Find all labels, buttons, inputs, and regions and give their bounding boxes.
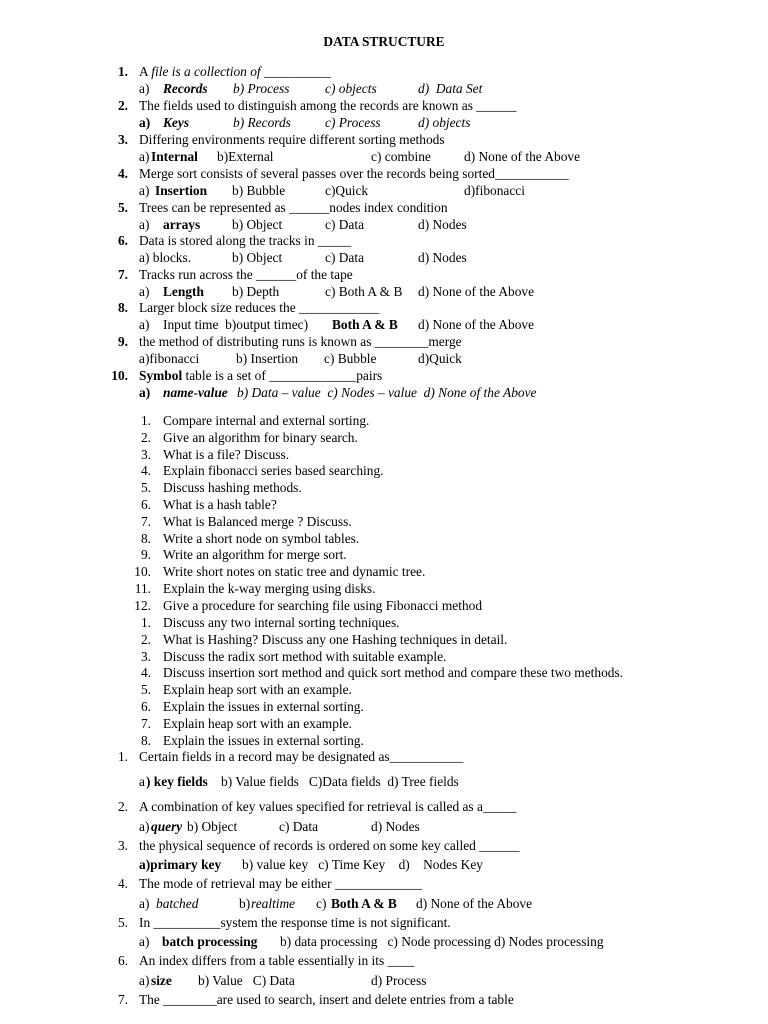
item-number: 3. bbox=[117, 838, 128, 853]
list-item: Write an algorithm for merge sort. bbox=[163, 547, 347, 563]
answer-option: b) data processing c) Node processing d) Nodes processing bbox=[280, 934, 604, 949]
question-text bbox=[139, 334, 462, 350]
question-segment: Data is stored along the tracks in _____ bbox=[139, 233, 352, 248]
item-number: 2. bbox=[117, 98, 128, 113]
question-segment: Merge sort consists of several passes over the records being sorted___________ bbox=[139, 166, 569, 181]
list-item: What is a hash table? bbox=[163, 497, 277, 512]
question-text bbox=[139, 799, 516, 815]
question-segment: A combination of key values specified for retrieval is called as a_____ bbox=[139, 799, 517, 814]
item-number: 5. bbox=[140, 682, 151, 698]
answer-option: Records bbox=[163, 81, 208, 96]
answer-option: a) bbox=[139, 934, 150, 949]
answer-option: c) Data bbox=[325, 217, 365, 232]
answer-option: Internal bbox=[151, 149, 198, 164]
answer-option: c) bbox=[316, 896, 327, 911]
item-number: 1. bbox=[140, 413, 151, 428]
list-item: What is Balanced merge ? Discuss. bbox=[163, 513, 352, 529]
answer-option: b) Object bbox=[232, 217, 283, 232]
answer-option: a) bbox=[139, 115, 151, 130]
answer-option: d) None of the Above bbox=[464, 149, 581, 164]
answer-option: Keys bbox=[163, 115, 190, 130]
answer-option: query bbox=[151, 819, 183, 834]
question-segment: An index differs from a table essentially in its ____ bbox=[139, 953, 415, 968]
list-item: Explain fibonacci series based searching. bbox=[163, 463, 384, 479]
answer-option: b) Object bbox=[232, 250, 283, 265]
item-number: 4. bbox=[117, 876, 128, 891]
answer-option: b)External bbox=[217, 149, 274, 164]
question-segment: file is a collection of __________ bbox=[151, 64, 331, 79]
answer-option: d) Nodes bbox=[418, 250, 467, 265]
answer-option: a) bbox=[139, 896, 153, 911]
answer-option: b) Object bbox=[187, 819, 238, 834]
question-segment: table is a set of _____________pairs bbox=[182, 368, 383, 383]
answer-option: a) bbox=[139, 317, 150, 332]
item-number: 7. bbox=[140, 715, 151, 731]
item-number: 2. bbox=[117, 799, 128, 814]
answer-option: Input time b)output timec) bbox=[163, 317, 309, 332]
item-number: 7. bbox=[140, 513, 151, 529]
answer-option: d)Quick bbox=[418, 351, 462, 366]
answer-option: c) Bubble bbox=[324, 351, 377, 366]
answer-option: realtime bbox=[251, 896, 296, 911]
question-segment: The ________are used to search, insert and delete entries from a table bbox=[139, 992, 514, 1007]
list-item: Give an algorithm for binary search. bbox=[163, 429, 358, 445]
item-number: 4. bbox=[117, 166, 128, 181]
list-item: Discuss insertion sort method and quick sort method and compare these two methods. bbox=[163, 665, 624, 681]
question-segment: In __________system the response time is not significant. bbox=[139, 915, 451, 930]
answer-option: c) Data bbox=[325, 250, 365, 265]
answer-option: b) Bubble bbox=[232, 183, 286, 198]
item-number: 11. bbox=[134, 581, 151, 596]
item-number: 9. bbox=[140, 547, 151, 563]
item-number: 7. bbox=[117, 267, 128, 282]
answer-option: c) combine bbox=[371, 149, 431, 164]
question-text bbox=[139, 953, 414, 969]
answer-option: c) Data bbox=[279, 819, 319, 834]
answer-option: c) objects bbox=[325, 81, 377, 96]
answer-option: d) Nodes bbox=[418, 217, 467, 232]
item-number: 4. bbox=[140, 463, 151, 479]
answer-option: a) blocks. bbox=[139, 250, 192, 265]
answer-option: d) Data Set bbox=[418, 81, 483, 96]
item-number: 1. bbox=[140, 615, 151, 630]
question-text bbox=[139, 98, 516, 114]
answer-option: size bbox=[151, 973, 172, 988]
list-item: Discuss any two internal sorting techniques. bbox=[163, 615, 400, 630]
item-number: 5. bbox=[140, 480, 151, 496]
answer-option: a bbox=[139, 774, 145, 789]
answer-option: b) Insertion bbox=[236, 351, 299, 366]
answer-option: a)fibonacci bbox=[139, 351, 200, 366]
question-segment: Larger block size reduces the ____________ bbox=[139, 300, 380, 315]
answer-option: d) None of the Above bbox=[418, 317, 535, 332]
question-segment: A bbox=[139, 64, 152, 79]
answer-option: c)Quick bbox=[325, 183, 369, 198]
list-item: Explain heap sort with an example. bbox=[163, 682, 352, 698]
question-text bbox=[139, 267, 353, 283]
answer-option: a) bbox=[139, 819, 150, 834]
item-number: 8. bbox=[140, 530, 151, 546]
item-number: 3. bbox=[117, 132, 128, 147]
item-number: 6. bbox=[117, 953, 128, 968]
question-text bbox=[139, 992, 514, 1008]
answer-option: c) Process bbox=[325, 115, 381, 130]
question-text bbox=[139, 200, 448, 216]
item-number: 5. bbox=[117, 915, 128, 930]
answer-option: b) bbox=[239, 896, 251, 911]
answer-option: b) Process bbox=[233, 81, 290, 96]
answer-option: b) value key c) Time Key d) Nodes Key bbox=[242, 857, 483, 872]
answer-option: a) bbox=[139, 217, 150, 232]
item-number: 12. bbox=[134, 597, 151, 613]
question-text bbox=[139, 233, 351, 249]
question-segment: the method of distributing runs is known as ________merge bbox=[139, 334, 462, 349]
question-text bbox=[139, 166, 569, 182]
answer-option: b) Records bbox=[233, 115, 291, 130]
list-item: What is Hashing? Discuss any one Hashing techniques in detail. bbox=[163, 631, 508, 647]
question-text bbox=[139, 749, 463, 765]
item-number: 3. bbox=[140, 648, 151, 664]
question-segment: Certain fields in a record may be designated as___________ bbox=[139, 749, 464, 764]
answer-option: b) Depth bbox=[232, 284, 280, 299]
answer-option: batched bbox=[156, 896, 199, 911]
question-segment: Differing environments require different sorting methods bbox=[139, 132, 445, 147]
answer-option: Both A & B bbox=[331, 896, 397, 911]
item-number: 10. bbox=[134, 564, 151, 580]
list-item: Compare internal and external sorting. bbox=[163, 413, 370, 428]
answer-option: d) Process bbox=[371, 973, 427, 988]
list-item: What is a file? Discuss. bbox=[163, 446, 290, 462]
question-segment: Trees can be represented as ______nodes index condition bbox=[139, 200, 448, 215]
question-text bbox=[139, 300, 379, 316]
answer-option: a) bbox=[139, 149, 150, 164]
answer-option: c) Both A & B bbox=[325, 284, 403, 299]
question-text bbox=[139, 64, 331, 80]
list-item: Explain the k-way merging using disks. bbox=[163, 581, 376, 596]
item-number: 8. bbox=[140, 732, 151, 748]
answer-option: d) objects bbox=[418, 115, 471, 130]
item-number: 6. bbox=[117, 233, 128, 248]
answer-option: a)primary key bbox=[139, 857, 222, 872]
item-number: 6. bbox=[140, 699, 151, 714]
question-text bbox=[139, 915, 451, 931]
question-text bbox=[139, 876, 422, 892]
answer-option: d)fibonacci bbox=[464, 183, 525, 198]
list-item: Discuss the radix sort method with suitable example. bbox=[163, 648, 447, 664]
list-item: Write a short node on symbol tables. bbox=[163, 530, 360, 546]
answer-option: a) bbox=[139, 284, 150, 299]
question-segment: Tracks run across the ______of the tape bbox=[139, 267, 353, 282]
answer-option: d) Nodes bbox=[371, 819, 420, 834]
list-item: Explain the issues in external sorting. bbox=[163, 699, 364, 714]
list-item: Write short notes on static tree and dynamic tree. bbox=[163, 564, 426, 580]
list-item: Give a procedure for searching file using Fibonacci method bbox=[163, 597, 483, 613]
list-item: Explain heap sort with an example. bbox=[163, 715, 352, 731]
answer-option: Insertion bbox=[155, 183, 208, 198]
item-number: 9. bbox=[117, 334, 128, 349]
question-segment: The fields used to distinguish among the records are known as ______ bbox=[139, 98, 517, 113]
answer-option: Both A & B bbox=[332, 317, 398, 332]
item-number: 10. bbox=[111, 368, 128, 383]
answer-option: Length bbox=[163, 284, 204, 299]
item-number: 1. bbox=[117, 64, 128, 79]
question-segment: the physical sequence of records is ordered on some key called ______ bbox=[139, 838, 520, 853]
answer-option: batch processing bbox=[162, 934, 258, 949]
answer-option: a) bbox=[139, 183, 150, 198]
answer-option: a) bbox=[139, 81, 150, 96]
question-text bbox=[139, 132, 445, 148]
list-item: Explain the issues in external sorting. bbox=[163, 732, 364, 748]
item-number: 7. bbox=[117, 992, 128, 1007]
answer-option: ) key fields bbox=[146, 774, 208, 789]
item-number: 6. bbox=[140, 497, 151, 512]
item-number: 2. bbox=[140, 631, 151, 647]
answer-option: name-value bbox=[163, 385, 228, 400]
item-number: 8. bbox=[117, 300, 128, 315]
answer-option: a) bbox=[139, 973, 150, 988]
answer-option: d) None of the Above bbox=[416, 896, 533, 911]
question-segment: The mode of retrieval may be either _____________ bbox=[139, 876, 422, 891]
question-text bbox=[139, 368, 382, 384]
answer-option: arrays bbox=[163, 217, 201, 232]
item-number: 5. bbox=[117, 200, 128, 215]
answer-option: d) None of the Above bbox=[418, 284, 535, 299]
page-title: DATA STRUCTURE bbox=[323, 34, 445, 49]
answer-option: b) Data – value c) Nodes – value d) None of the Above bbox=[237, 385, 537, 400]
answer-option: b) Value C) Data bbox=[198, 973, 295, 988]
item-number: 3. bbox=[140, 446, 151, 462]
answer-option: b) Value fields C)Data fields d) Tree fields bbox=[221, 774, 459, 789]
item-number: 4. bbox=[140, 665, 151, 681]
answer-option: a) bbox=[139, 385, 151, 400]
item-number: 2. bbox=[140, 429, 151, 445]
item-number: 1. bbox=[117, 749, 128, 764]
question-segment: Symbol bbox=[139, 368, 183, 383]
list-item: Discuss hashing methods. bbox=[163, 480, 302, 496]
question-text bbox=[139, 838, 519, 854]
